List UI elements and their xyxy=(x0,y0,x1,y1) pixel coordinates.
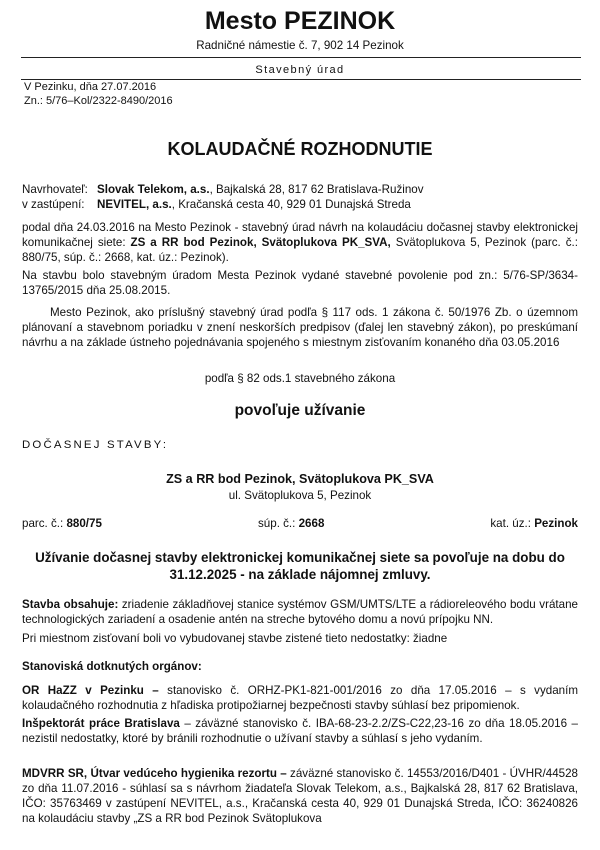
paragraph-authority: Mesto Pezinok, ako príslušný stavebný úrad podľa § 117 ods. 1 zákona č. 50/1976 Zb. o územnom plánovaní a stavebnom poriadku v znení neskorších predpisov (ďalej len stavebný zákon), po preskúmaní návrhu a na základe ústneho pojednávania spojeného s miestnym zisťovaním konaného dňa 03.05.2016 xyxy=(22,306,578,349)
representative-row xyxy=(22,197,578,212)
law-reference: podľa § 82 ods.1 stavebného zákona xyxy=(204,372,396,385)
building-street: ul. Svätoplukova 5, Pezinok xyxy=(228,489,372,502)
reference-number: Zn.: 5/76–Kol/2322-8490/2016 xyxy=(24,95,173,107)
paragraph-application-text: podal dňa 24.03.2016 na Mesto Pezinok - stavebný úrad návrh na kolaudáciu dočasnej stavby elektronickej komunikačnej siete: xyxy=(22,221,578,249)
organ-name: OR HaZZ v Pezinku – xyxy=(22,684,159,697)
department-label: Stavebný úrad xyxy=(255,64,345,76)
building-contents-text: zriadenie základňovej stanice systémov GSM/UMTS/LTE a rádioreleového bodu vrátane technologických zariadení a osadenie antén na streche bytového domu a novú prípojku NN. xyxy=(22,598,578,626)
issue-date: V Pezinku, dňa 27.07.2016 xyxy=(24,81,157,93)
parcel-number xyxy=(22,516,102,531)
organ-name: Inšpektorát práce Bratislava xyxy=(22,717,180,730)
building-contents-label: Stavba obsahuje: xyxy=(22,598,119,611)
applicant-label: Navrhovateľ: xyxy=(22,183,88,196)
cadastral-label: kat. úz.: xyxy=(490,517,535,530)
representative-label: v zastúpení: xyxy=(22,198,85,211)
representative-address: , Kračanská cesta 40, 929 01 Dunajská Streda xyxy=(171,198,411,211)
applicant-address: , Bajkalská 28, 817 62 Bratislava-Ružinov xyxy=(209,183,424,196)
registry-number xyxy=(258,516,324,531)
parcel-label: parc. č.: xyxy=(22,517,67,530)
usage-statement: Užívanie dočasnej stavby elektronickej komunikačnej siete sa povoľuje na dobu do 31.12.2025 - na základe nájomnej zmluvy. xyxy=(35,550,565,582)
organ-statement xyxy=(22,683,578,713)
permit-heading: povoľuje užívanie xyxy=(234,402,366,419)
building-contents xyxy=(22,597,578,627)
organ-text: stanovisko č. ORHZ-PK1-821-001/2016 zo dňa 17.05.2016 – s vydaním kolaudačného rozhodnutia z hľadiska protipožiarnej bezpečnosti stavby súhlasí bez pripomienok. xyxy=(22,684,578,712)
organ-text: záväzné stanovisko č. 14553/2016/D401 - ÚVHR/44528 zo dňa 11.07.2016 - súhlasí sa s návrhom žiadateľa Slovak Telekom, a.s., Bajkalská 28, 817 62 Bratislava, IČO: 35763469 v zastúpení NEVITEL, a.s., Kračanská cesta 40, 929 01 Dunajská Streda, IČO: 36240826 na kolaudáciu stavby „ZS a RR bod Pezinok Svätoplukova xyxy=(22,767,578,825)
registry-label: súp. č.: xyxy=(258,517,299,530)
building-name-inline: ZS a RR bod Pezinok, Svätoplukova PK_SVA, xyxy=(130,236,391,249)
dateline xyxy=(24,80,173,108)
organs-heading: Stanoviská dotknutých orgánov: xyxy=(22,660,202,673)
organ-statement xyxy=(22,716,578,746)
paragraph-application-text-end: Svätoplukova 5, Pezinok (parc. č.: 880/75, súp. č.: 2668, kat. úz.: Pezinok). xyxy=(22,236,578,264)
document-title: KOLAUDAČNÉ ROZHODNUTIE xyxy=(167,139,433,159)
organ-statement xyxy=(22,766,578,826)
parcel-value: 880/75 xyxy=(66,517,102,530)
cadastral-area xyxy=(490,516,578,531)
header-rule-top xyxy=(21,57,581,58)
applicant-name: Slovak Telekom, a.s. xyxy=(97,183,210,196)
applicant-row xyxy=(22,182,578,197)
organ-text: – záväzné stanovisko č. IBA-68-23-2.2/ZS-C22,23-16 zo dňa 18.05.2016 – nezistil nedostatky, ktoré by bránili rozhodnutie o užívaní stavby a súhlasí s jeho vydaním. xyxy=(22,717,578,745)
organ-name: MDVRR SR, Útvar vedúceho hygienika rezortu – xyxy=(22,767,287,780)
cadastral-value: Pezinok xyxy=(534,517,578,530)
paragraph-application xyxy=(22,220,578,265)
city-title: Mesto PEZINOK xyxy=(204,7,396,35)
paragraph-permit-ref: Na stavbu bolo stavebným úradom Mesta Pezinok vydané stavebné povolenie pod zn.: 5/76-SP/3634-13765/2015 dňa 25.08.2015. xyxy=(22,269,578,297)
inspection-result: Pri miestnom zisťovaní boli vo vybudovanej stavbe zistené tieto nedostatky: žiadne xyxy=(22,632,448,645)
city-address: Radničné námestie č. 7, 902 14 Pezinok xyxy=(196,39,404,52)
registry-value: 2668 xyxy=(298,517,325,530)
temporary-building-label: DOČASNEJ STAVBY: xyxy=(22,439,169,451)
applicant-block xyxy=(22,182,578,212)
representative-name: NEVITEL, a.s. xyxy=(97,198,172,211)
building-name: ZS a RR bod Pezinok, Svätoplukova PK_SVA xyxy=(166,472,434,486)
